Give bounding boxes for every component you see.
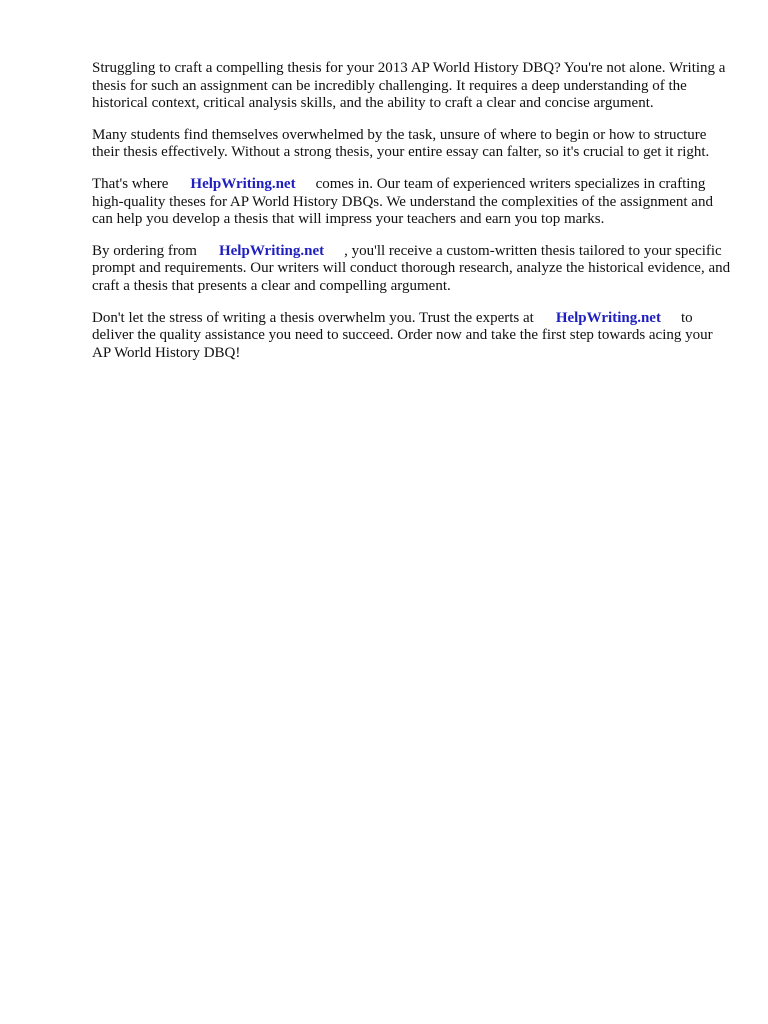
paragraph-ordering [92, 243, 732, 296]
paragraph-struggle-text: Many students find themselves overwhelmed by the task, unsure of where to begin or how to structure their thesis effectively. Without a strong thesis, your entire essay can falter, so it's crucial to get it right. [92, 126, 710, 161]
paragraph-ordering-text-after: , you'll receive a custom-written thesis tailored to your specific prompt and requirements. Our writers will conduct thorough research, analyze the historical evidence, and craft a thesis that presents a clear and compelling argument. [92, 242, 731, 294]
helpwriting-link-2[interactable]: HelpWriting.net [218, 242, 325, 259]
paragraph-closing-text-before: Don't let the stress of writing a thesis overwhelm you. Trust the experts at [92, 309, 534, 326]
paragraph-team-text-after: comes in. Our team of experienced writers specializes in crafting high-quality theses for AP World History DBQs. We understand the complexities of the assignment and can help you develop a thesis that will impress your teachers and earn you top marks. [92, 175, 713, 228]
paragraph-closing-text-after: to deliver the quality assistance you need to succeed. Order now and take the first step towards acing your AP World History DBQ! [92, 309, 713, 361]
paragraph-struggle [92, 127, 732, 162]
paragraph-intro-text: Struggling to craft a compelling thesis for your 2013 AP World History DBQ? You're not alone. Writing a thesis for such an assignment can be incredibly challenging. It requires a deep understanding of the historical context, critical analysis skills, and the ability to craft a clear and concise argument. [92, 60, 726, 112]
document-body [92, 60, 732, 376]
helpwriting-link-3[interactable]: HelpWriting.net [555, 309, 661, 326]
paragraph-team-text-before: That's where [92, 175, 169, 192]
helpwriting-link-1[interactable]: HelpWriting.net [190, 175, 296, 192]
paragraph-team [92, 176, 732, 229]
paragraph-closing [92, 310, 732, 363]
paragraph-ordering-text-before: By ordering from [92, 242, 197, 259]
paragraph-intro [92, 60, 732, 113]
